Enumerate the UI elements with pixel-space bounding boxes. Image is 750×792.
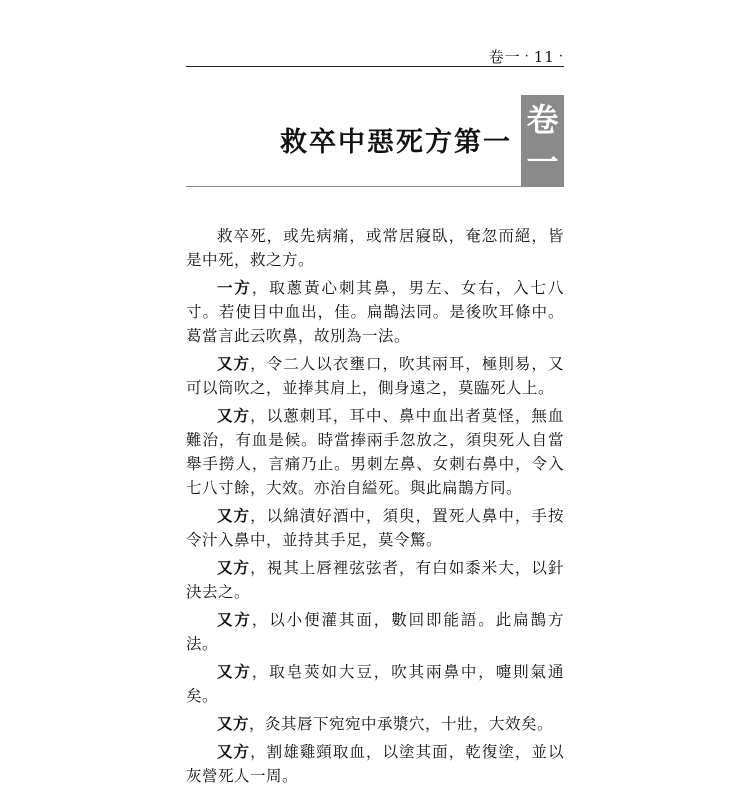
paragraph [186,224,564,276]
running-head [489,46,564,67]
page-header [0,0,750,68]
volume-tab-char: 卷 [526,100,559,139]
paragraph-text: ，取皂莢如大豆，吹其兩鼻中，嚏則氣通矣。 [186,663,564,705]
paragraph-lead: 又方 [217,742,251,761]
body-text [186,224,564,792]
running-head-volume: 卷一 [488,48,521,66]
separator-dot: · [558,49,564,64]
paragraph [186,504,564,556]
paragraph-text: ，取蔥黃心刺其鼻，男左、女右，入七八寸。若使目中血出，佳。扁鵲法同。是後吹耳條中。葛當言此云吹鼻，故別為一法。 [186,279,564,345]
paragraph [186,740,564,792]
paragraph-lead: 又方 [217,406,251,425]
paragraph [186,660,564,712]
paragraph-text: ，以綿漬好酒中，須臾，置死人鼻中，手按令汁入鼻中，並持其手足，莫令驚。 [186,507,564,549]
paragraph-lead: 又方 [217,610,252,629]
paragraph-text: ，以蔥刺耳，耳中、鼻中血出者莫怪，無血難治，有血是候。時當捧兩手忽放之，須臾死人自當舉手撈人，言痛乃止。男刺左鼻、女刺右鼻中，令入七八寸餘，大效。亦治自縊死。與此扁鵲方同。 [186,407,564,497]
paragraph [186,556,564,608]
title-rule [186,186,564,187]
paragraph [186,276,564,352]
paragraph-text: 救卒死，或先病痛，或常居寢臥，奄忽而絕，皆是中死，救之方。 [186,227,564,269]
paragraph-lead: 又方 [217,662,252,681]
paragraph [186,608,564,660]
chapter-title: 救卒中惡死方第一 [280,127,512,158]
paragraph [186,352,564,404]
paragraph [186,404,564,504]
page-number: 11 [533,47,555,66]
paragraph-lead: 又方 [217,354,251,373]
separator-dot: · [524,49,530,64]
volume-tab [521,95,564,186]
paragraph-lead: 又方 [217,558,251,577]
paragraph-text: ，視其上唇裡弦弦者，有白如黍米大，以針決去之。 [186,559,564,601]
paragraph-text: ，令二人以衣壅口，吹其兩耳，極則易，又可以筒吹之，並捧其肩上，側身遠之，莫臨死人上。 [186,355,564,397]
volume-tab-char: 一 [526,142,559,181]
paragraph-lead: 又方 [217,506,251,525]
paragraph-text: ，灸其唇下宛宛中承漿穴，十壯，大效矣。 [249,715,554,733]
paragraph-text: ，以小便灌其面，數回即能語。此扁鵲方法。 [186,611,564,653]
paragraph-lead: 又方 [217,714,250,733]
paragraph-lead: 一方 [217,278,252,297]
paragraph-text: ，割雄雞頸取血，以塗其面，乾復塗，並以灰營死人一周。 [186,743,564,785]
paragraph [186,712,564,740]
header-rule [186,66,564,67]
